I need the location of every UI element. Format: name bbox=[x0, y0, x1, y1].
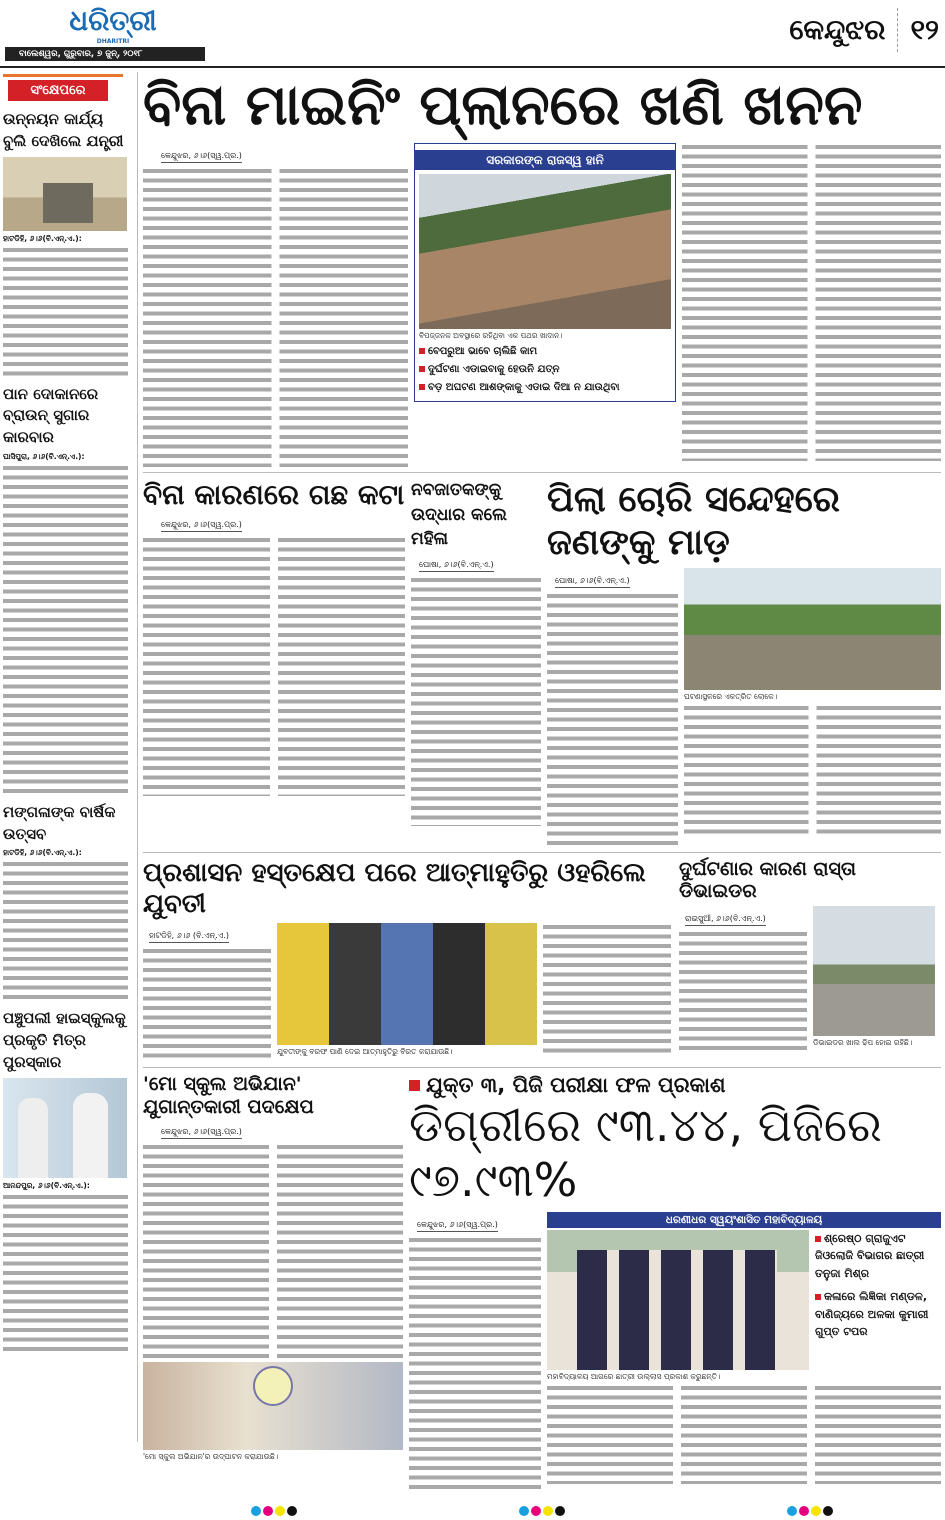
red-marker bbox=[409, 1080, 420, 1091]
brief-photo bbox=[3, 157, 127, 231]
revenue-points bbox=[419, 343, 671, 397]
point: ବଡ଼ ଅଘଟଣ ଆଶଙ୍କାକୁ ଏଡାଇ ଦିଆ ନ ଯାଉଥିବା bbox=[419, 379, 671, 397]
trees-headline: ବିନା କାରଣରେ ଗଛ କଟା bbox=[143, 478, 405, 512]
divider-headline: ଦୁର୍ଘଟଣାର କାରଣ ରାସ୍ତା ଡିଭାଇଡର bbox=[679, 857, 857, 903]
brief-dateline: ଘାସିପୁରା, ୬।୬(ବି.ଏନ୍.ଏ.): bbox=[3, 451, 85, 461]
divider-col-left bbox=[679, 906, 807, 1055]
brief-body bbox=[3, 1193, 128, 1353]
selfimmolation-headline: ପ୍ରଶାସନ ହସ୍ତକ୍ଷେପ ପରେ ଆତ୍ମାହୁତିରୁ ଓହରିଲେ ଯୁବତୀ bbox=[143, 857, 646, 919]
lead-dateline: କେନ୍ଦୁଝର, ୬।୬(ସ୍ୱ.ପ୍ର.) bbox=[161, 151, 242, 163]
childtheft-body bbox=[684, 704, 941, 834]
brief-photo bbox=[3, 1078, 127, 1178]
road-photo-block bbox=[813, 906, 935, 1050]
results-columns bbox=[409, 1212, 941, 1491]
childtheft-body bbox=[547, 592, 678, 847]
main-area bbox=[143, 72, 941, 1520]
school-story bbox=[143, 1073, 403, 1464]
meeting-photo-block bbox=[277, 923, 537, 1059]
topper-points bbox=[815, 1230, 941, 1342]
brief-body bbox=[3, 464, 128, 794]
brief-body bbox=[3, 246, 128, 376]
row-two bbox=[143, 472, 941, 846]
row-four bbox=[143, 1067, 941, 1491]
newborn-dateline: ଘୋଷା, ୬।୬(ବି.ଏନ୍.ଏ.) bbox=[419, 560, 494, 572]
school-photo bbox=[143, 1362, 403, 1450]
divider-dateline: ରାଇସୁଆଁ, ୬।୬(ବି.ଏନ୍.ଏ.) bbox=[685, 914, 766, 926]
lead-body bbox=[682, 143, 941, 461]
brief-title: ମଙ୍ଗଳାଙ୍କ ବାର୍ଷିକ ଉତ୍ସବ bbox=[3, 802, 116, 843]
divider-story bbox=[679, 858, 935, 1056]
childtheft-col-left bbox=[547, 568, 678, 847]
edition-name: କେନ୍ଦୁଝର bbox=[789, 13, 886, 46]
results-kicker-row bbox=[409, 1073, 941, 1098]
results-headline: ଡିଗ୍ରୀରେ ୯୩.୪୪, ପିଜିରେ ୯୭.୯୩% bbox=[409, 1098, 882, 1208]
quarry-caption: ବିପଜ୍ଜନକ ଅବସ୍ଥାରେ ରହିଥିବା ଏକ ପଥର ଖାଦାନ। bbox=[419, 331, 563, 341]
revenue-box bbox=[414, 143, 676, 402]
school-caption: 'ମୋ ସ୍କୁଲ ଅଭିଯାନ'ର ଉଦ୍‌ଘାଟନ କରାଯାଉଛି। bbox=[143, 1451, 279, 1461]
results-story bbox=[409, 1073, 941, 1491]
selfimmolation-col-left bbox=[143, 923, 271, 1062]
lead-story bbox=[143, 72, 941, 467]
childtheft-story bbox=[547, 478, 941, 846]
college-box: ଧରଣୀଧର ସ୍ୱୟଂଶାସିତ ମହାବିଦ୍ୟାଳୟ bbox=[547, 1212, 941, 1228]
masthead-rule bbox=[0, 66, 945, 68]
revenue-box-title: ସରକାରଙ୍କ ରାଜସ୍ୱ ହାନି bbox=[415, 150, 675, 170]
registration-marks bbox=[786, 1501, 834, 1520]
road-photo bbox=[813, 906, 935, 1036]
divider-body bbox=[679, 930, 807, 1055]
lead-headline: ବିନା ମାଇନିଂ ପ୍ଲାନରେ ଖଣି ଖନନ bbox=[143, 73, 863, 138]
brief-title: ଉନ୍ନୟନ କାର୍ଯ୍ୟ ବୁଲି ଦେଖିଲେ ଯନ୍ତ୍ରୀ bbox=[3, 110, 124, 150]
trees-body bbox=[143, 536, 405, 796]
lead-columns bbox=[143, 143, 941, 467]
sidebar-divider bbox=[137, 72, 138, 1442]
college-block bbox=[547, 1212, 941, 1484]
brief-dateline: ହାଟଡିହି, ୬।୬(ବି.ଏନ୍.ଏ.): bbox=[3, 848, 82, 858]
point: ଦୁର୍ଘଟଣା ଏଡାଇବାକୁ ହେଉନି ଯତ୍ନ bbox=[419, 361, 671, 379]
registration-marks bbox=[518, 1501, 566, 1520]
school-headline: 'ମୋ ସ୍କୁଲ ଅଭିଯାନ' ଯୁଗାନ୍ତକାରୀ ପଦକ୍ଷେପ bbox=[143, 1072, 314, 1118]
divider-columns bbox=[679, 906, 935, 1055]
point: କଳାରେ ଲିଜ୍ଞିକା ମଣ୍ଡଳ, ବାଣିଜ୍ୟରେ ଅଳକା କୁମାରୀ ଗୁପ୍ତ ଟପର bbox=[815, 1290, 929, 1339]
results-dateline: କେନ୍ଦୁଝର, ୬।୬(ସ୍ୱ.ପ୍ର.) bbox=[417, 1220, 498, 1232]
sidebar-label: ସଂକ୍ଷେପରେ bbox=[8, 80, 108, 101]
row-three bbox=[143, 852, 941, 1062]
childtheft-dateline: ଘୋଷା, ୬।୬(ବି.ଏନ୍.ଏ.) bbox=[555, 576, 630, 588]
registration-row bbox=[143, 1501, 941, 1520]
meeting-caption: ଯୁବତୀଙ୍କୁ ବରଫ ପାଣି ଦେଇ ଆତ୍ମାହୁତିରୁ ବିରତ କରାଯାଉଛି। bbox=[277, 1046, 453, 1056]
meeting-photo bbox=[277, 923, 537, 1045]
newborn-body bbox=[411, 576, 541, 826]
brief-body bbox=[3, 860, 128, 1000]
selfimmolation-body bbox=[143, 947, 271, 1062]
selfimmolation-columns bbox=[143, 923, 673, 1062]
logo: ଧରିତ୍ରୀ DHARITRI bbox=[69, 4, 157, 45]
selfimmolation-dateline: ହାଟଡିହି, ୬।୬ (ବି.ଏନ୍.ଏ.) bbox=[149, 931, 229, 943]
brief-title: ପାନ ଦୋକାନରେ ବ୍ରାଉନ୍ ସୁଗାର କାରବାର bbox=[3, 384, 99, 446]
selfimmolation-story bbox=[143, 858, 673, 1062]
registration-marks bbox=[250, 1501, 298, 1520]
trees-story bbox=[143, 478, 405, 796]
childtheft-columns bbox=[547, 568, 941, 847]
childtheft-col-right bbox=[684, 568, 941, 834]
lead-col-left bbox=[143, 143, 408, 467]
crowd-caption: ଘଟଣାସ୍ଥଳରେ ଏକତ୍ରିତ ଲୋକେ। bbox=[684, 691, 778, 701]
lead-body bbox=[143, 167, 408, 467]
brief-title: ପଞ୍ଚୁପଲୀ ହାଇସ୍କୁଲକୁ ପ୍ରକୃତି ମିତ୍ର ପୁରସ୍କାର bbox=[3, 1009, 126, 1071]
results-body bbox=[547, 1384, 941, 1484]
point: ବେପରୁଆ ଭାବେ ଚାଲିଛି କାମ bbox=[419, 343, 671, 361]
page-divider bbox=[897, 8, 898, 52]
sidebar-rule bbox=[3, 74, 123, 77]
quarry-photo bbox=[419, 174, 671, 329]
brief-dateline: ଆନନ୍ଦପୁର, ୬।୬(ବି.ଏନ୍.ଏ.): bbox=[3, 1180, 90, 1190]
newborn-headline: ନବଜାତକଙ୍କୁ ଉଦ୍ଧାର କଲେ ମହିଳା bbox=[411, 480, 507, 550]
results-kicker: ଯୁକ୍ତ ୩, ପିଜି ପରୀକ୍ଷା ଫଳ ପ୍ରକାଶ bbox=[426, 1072, 726, 1097]
road-caption: ଡିଭାଇଡର ଖାଲ ଢିପ ହୋଇ ରହିଛି। bbox=[813, 1038, 913, 1048]
results-body bbox=[409, 1236, 541, 1491]
trees-dateline: କେନ୍ଦୁଝର, ୬।୬(ସ୍ୱ.ପ୍ର.) bbox=[161, 520, 242, 532]
school-body bbox=[143, 1143, 403, 1358]
results-col-left bbox=[409, 1212, 541, 1491]
college-content bbox=[547, 1230, 941, 1370]
sidebar bbox=[3, 74, 131, 1353]
page-number: ୧୨ bbox=[910, 13, 939, 46]
students-photo bbox=[547, 1230, 809, 1370]
school-dateline: କେନ୍ଦୁଝର, ୬।୬(ସ୍ୱ.ପ୍ର.) bbox=[161, 1127, 242, 1139]
point: ଶ୍ରେଷ୍ଠ ଗ୍ରାଜୁଏଟ ଜିଓଲୋଜି ବିଭାଗର ଛାତ୍ରୀ ତନୁଜା ମିଶ୍ର bbox=[815, 1231, 925, 1280]
selfimmolation-body bbox=[543, 923, 671, 1058]
childtheft-headline: ପିଲା ଚୋରି ସନ୍ଦେହରେ ଜଣଙ୍କୁ ମାଡ଼ bbox=[547, 479, 840, 564]
newborn-story bbox=[411, 478, 541, 826]
masthead-right bbox=[789, 8, 939, 52]
crowd-photo bbox=[684, 568, 941, 690]
students-caption: ମହାବିଦ୍ୟାଳୟ ଆଗରେ ଛାତ୍ରୀ ଉଲ୍ଲାସ ପ୍ରକାଶ କରୁଛନ୍ତି। bbox=[547, 1371, 721, 1381]
brief-dateline: ହାଟଡିହି, ୬।୬(ବି.ଏନ୍.ଏ.): bbox=[3, 233, 82, 243]
dateline-bar: ବାଲେଶ୍ୱର, ଗୁରୁବାର, ୭ ଜୁନ୍, ୨୦୧୮ bbox=[5, 47, 205, 61]
